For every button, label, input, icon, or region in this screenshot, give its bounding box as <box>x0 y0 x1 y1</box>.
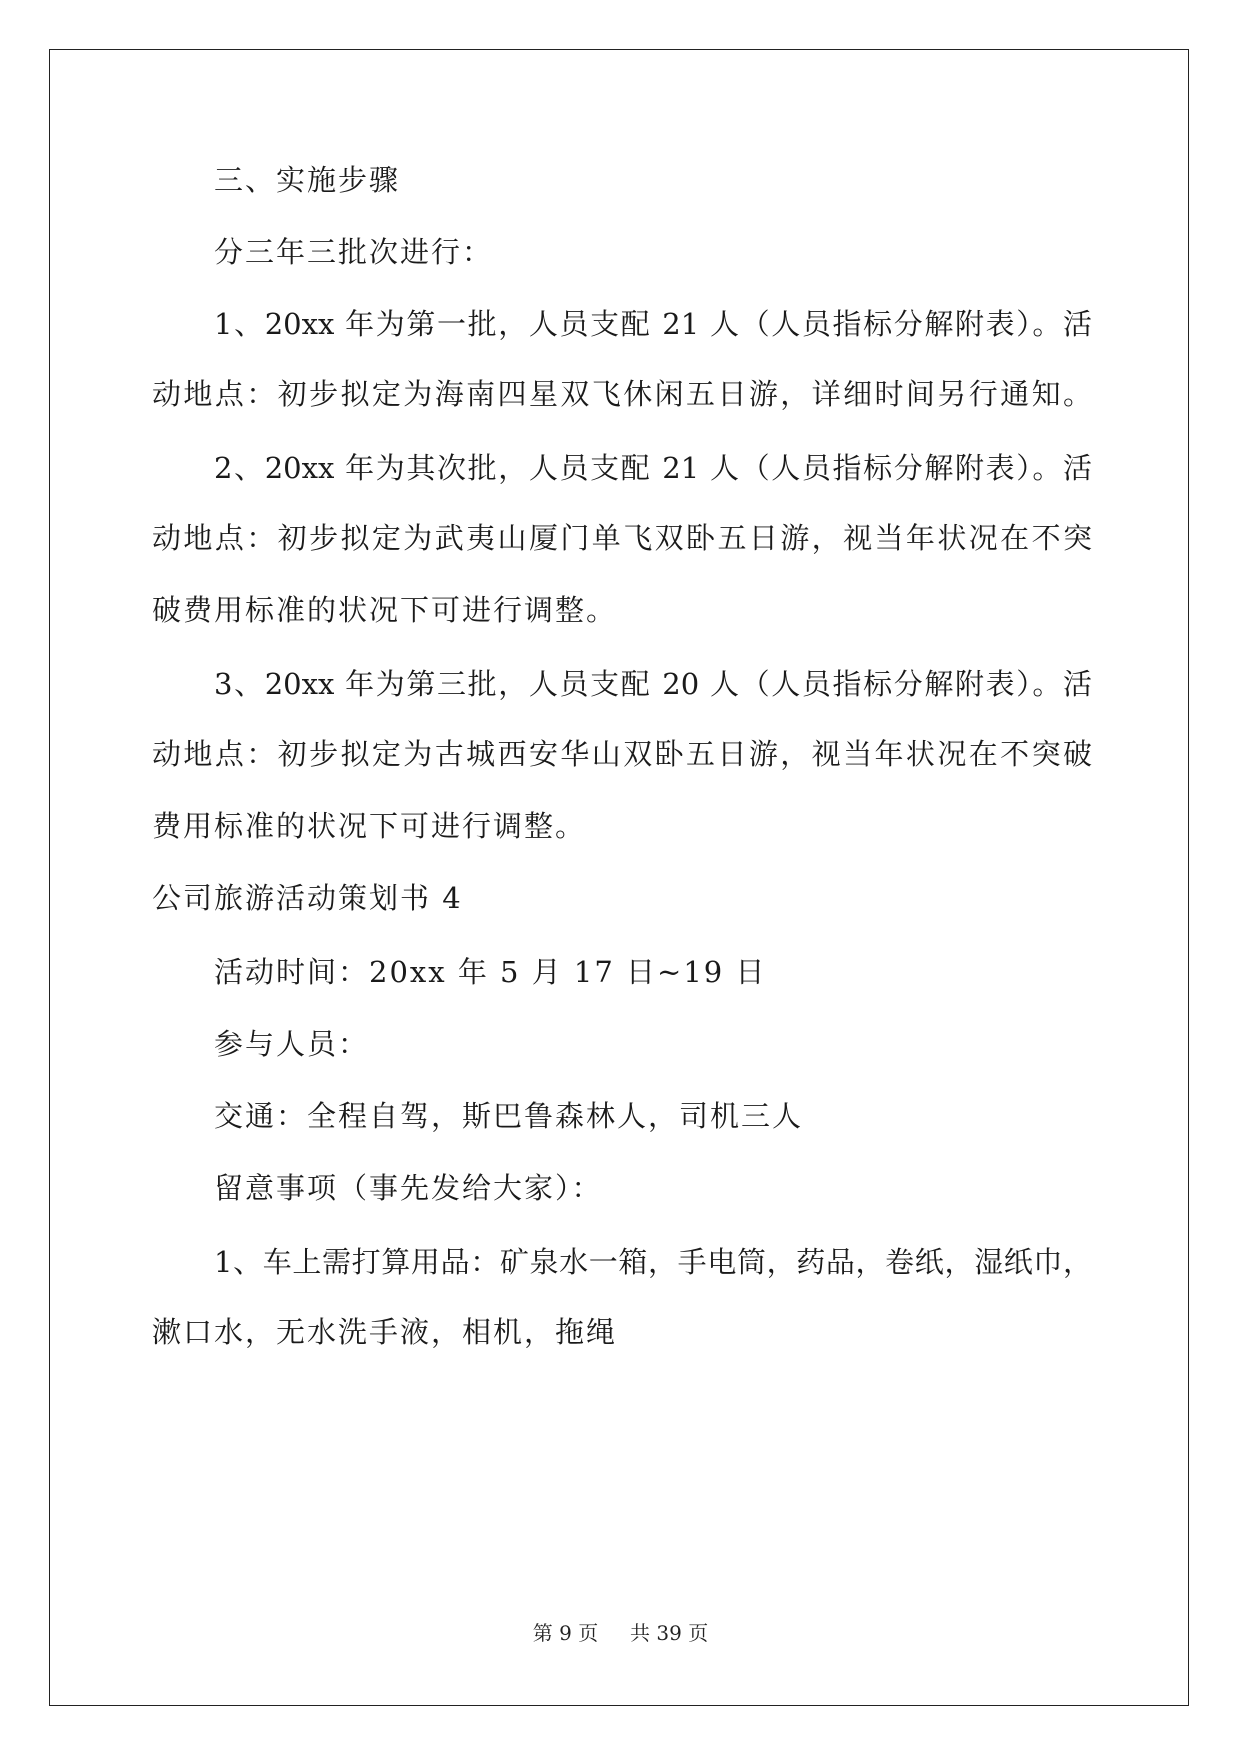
paragraph-line: 1、20xx 年为第一批，人员支配 21 人（人员指标分解附表）。活 <box>214 307 1092 341</box>
paragraph-line: 2、20xx 年为其次批，人员支配 21 人（人员指标分解附表）。活 <box>214 451 1092 485</box>
paragraph-line: 交通：全程自驾，斯巴鲁森林人，司机三人 <box>214 1099 804 1133</box>
paragraph-line: 留意事项（事先发给大家）： <box>214 1171 603 1205</box>
paragraph-line: 1、车上需打算用品：矿泉水一箱，手电筒，药品，卷纸，湿纸巾， <box>214 1245 1092 1279</box>
paragraph-line: 费用标准的状况下可进行调整。 <box>152 809 587 843</box>
paragraph-line: 3、20xx 年为第三批，人员支配 20 人（人员指标分解附表）。活 <box>214 667 1092 701</box>
section-heading: 三、实施步骤 <box>214 163 401 197</box>
paragraph-line: 活动时间：20xx 年 5 月 17 日~19 日 <box>214 955 767 989</box>
paragraph-line: 动地点：初步拟定为海南四星双飞休闲五日游，详细时间另行通知。 <box>152 377 1092 411</box>
document-title: 公司旅游活动策划书 4 <box>152 881 463 915</box>
total-pages: 39 <box>656 1621 682 1645</box>
page-prefix: 第 <box>532 1621 553 1645</box>
paragraph-line: 动地点：初步拟定为武夷山厦门单飞双卧五日游，视当年状况在不突 <box>152 521 1092 555</box>
page-number: 9 <box>559 1621 572 1645</box>
footer-spacer <box>605 1621 624 1645</box>
page-suffix: 页 <box>578 1621 599 1645</box>
paragraph-line: 参与人员： <box>214 1027 370 1061</box>
paragraph-line: 漱口水，无水洗手液，相机，拖绳 <box>152 1315 618 1349</box>
total-suffix: 页 <box>688 1621 709 1645</box>
paragraph-line: 动地点：初步拟定为古城西安华山双卧五日游，视当年状况在不突破 <box>152 737 1092 771</box>
page-footer <box>0 1621 1241 1645</box>
paragraph-line: 破费用标准的状况下可进行调整。 <box>152 593 618 627</box>
total-prefix: 共 <box>630 1621 651 1645</box>
paragraph-line: 分三年三批次进行： <box>214 235 494 269</box>
